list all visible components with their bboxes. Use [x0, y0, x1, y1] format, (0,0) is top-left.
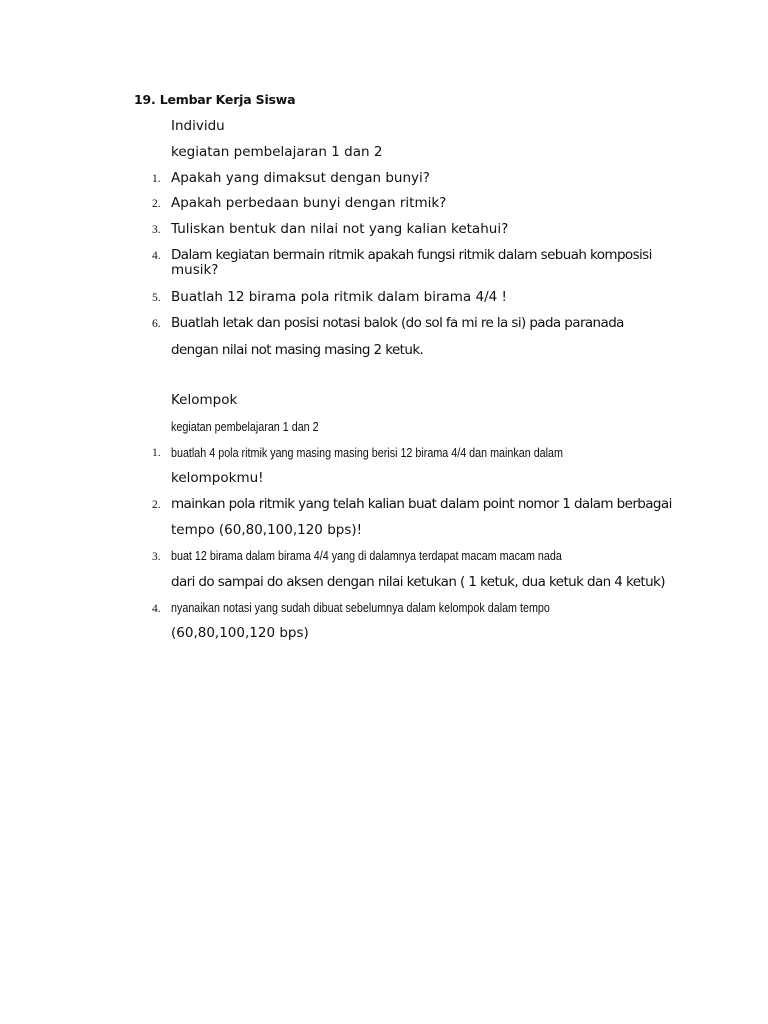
task-number: 2. [152, 499, 161, 511]
question-text: Tuliskan bentuk dan nilai not yang kalian ketahui? [171, 221, 509, 237]
task-number: 1. [152, 447, 161, 459]
question-text: Buatlah letak dan posisi notasi balok (do sol fa mi re la si) pada paranada [171, 315, 624, 331]
question-number: 2. [152, 198, 161, 210]
question-number: 3. [152, 224, 161, 236]
group-subtitle: kegiatan pembelajaran 1 dan 2 [171, 420, 319, 434]
task-number: 4. [152, 603, 161, 615]
individual-label: Individu [171, 118, 225, 134]
question-text: Dalam kegiatan bermain ritmik apakah fungsi ritmik dalam sebuah komposisi [171, 247, 652, 263]
question-text-continued: musik? [171, 262, 219, 278]
task-text-continued: (60,80,100,120 bps) [171, 625, 309, 641]
question-text-continued: dengan nilai not masing masing 2 ketuk. [171, 342, 424, 358]
task-number: 3. [152, 551, 161, 563]
task-text: buat 12 birama dalam birama 4/4 yang di dalamnya terdapat macam macam nada [171, 549, 562, 563]
task-text: buatlah 4 pola ritmik yang masing masing berisi 12 birama 4/4 dan mainkan dalam [171, 446, 563, 460]
task-text: mainkan pola ritmik yang telah kalian buat dalam point nomor 1 dalam berbagai [171, 496, 672, 512]
task-text-continued: tempo (60,80,100,120 bps)! [171, 522, 363, 538]
question-text: Apakah yang dimaksut dengan bunyi? [171, 170, 430, 186]
question-number: 5. [152, 292, 161, 304]
task-text-continued: dari do sampai do aksen dengan nilai ketukan ( 1 ketuk, dua ketuk dan 4 ketuk) [171, 574, 665, 590]
group-label: Kelompok [171, 392, 238, 408]
question-number: 6. [152, 318, 161, 330]
question-number: 1. [152, 173, 161, 185]
question-text: Buatlah 12 birama pola ritmik dalam birama 4/4 ! [171, 289, 507, 305]
individual-subtitle: kegiatan pembelajaran 1 dan 2 [171, 144, 383, 160]
question-text: Apakah perbedaan bunyi dengan ritmik? [171, 195, 447, 211]
page-title: 19. Lembar Kerja Siswa [134, 92, 296, 107]
question-number: 4. [152, 250, 161, 262]
task-text-continued: kelompokmu! [171, 470, 264, 486]
task-text: nyanaikan notasi yang sudah dibuat sebelumnya dalam kelompok dalam tempo [171, 601, 550, 615]
